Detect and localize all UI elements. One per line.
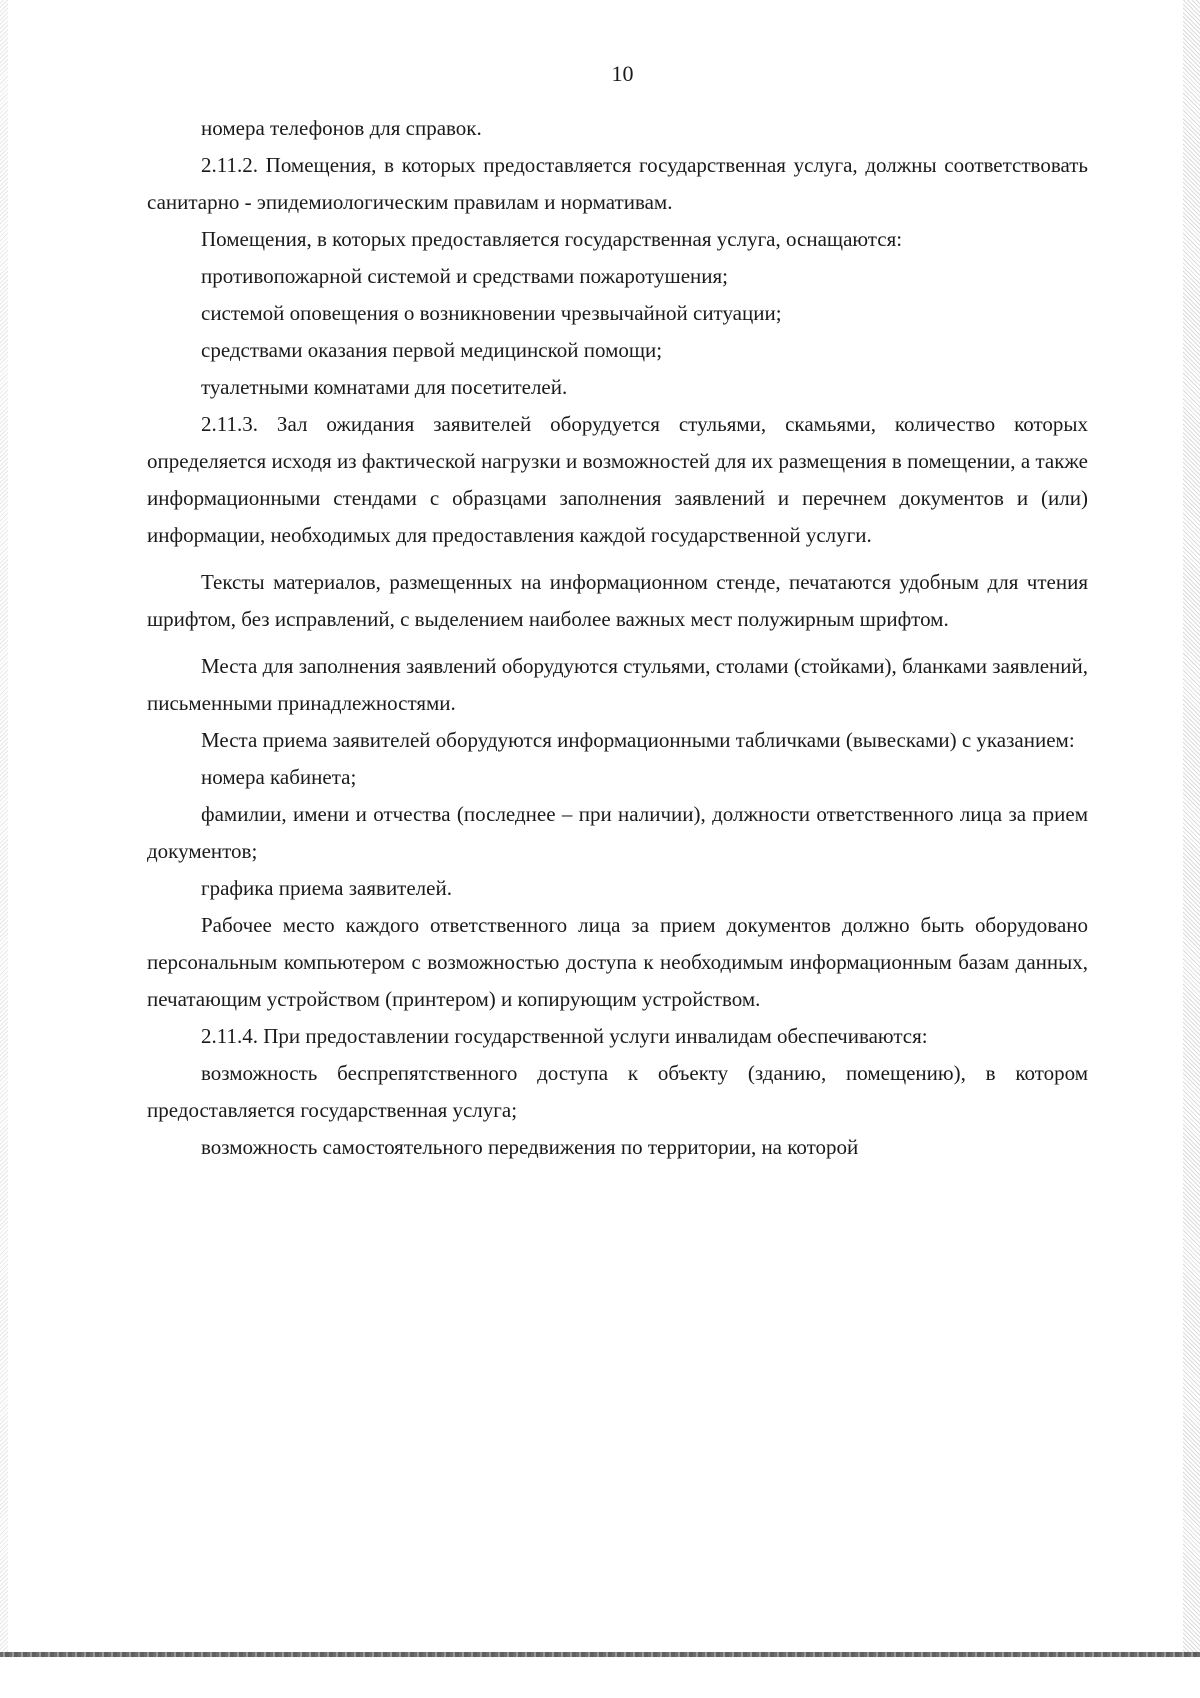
document-body [147,110,1088,1166]
paragraph: противопожарной системой и средствами пожаротушения; [201,264,728,288]
paragraph: фамилии, имени и отчества (последнее – при наличии), должности ответственного лица за прием документов; [147,802,1088,863]
paragraph: 2.11.2. Помещения, в которых предоставляется государственная услуга, должны соответствовать санитарно - эпидемиологическим правилам и нормативам. [147,153,1088,214]
paragraph: номера кабинета; [201,765,357,789]
paragraph: графика приема заявителей. [201,876,452,900]
paragraph: средствами оказания первой медицинской помощи; [201,338,663,362]
paragraph: Тексты материалов, размещенных на информационном стенде, печатаются удобным для чтения шрифтом, без исправлений, с выделением наиболее важных мест полужирным шрифтом. [147,570,1088,631]
page-number: 10 [611,61,634,86]
paragraph: Помещения, в которых предоставляется государственная услуга, оснащаются: [201,227,903,251]
scan-bottom-edge [0,1652,1200,1657]
scan-left-edge [0,0,8,1655]
paragraph: туалетными комнатами для посетителей. [201,375,568,399]
paragraph: системой оповещения о возникновении чрезвычайной ситуации; [201,301,782,325]
paragraph: Места приема заявителей оборудуются информационными табличками (вывесками) с указанием: [201,728,1075,752]
scan-right-edge [1183,0,1200,1655]
paragraph: 2.11.3. Зал ожидания заявителей оборудуется стульями, скамьями, количество которых определяется исходя из фактической нагрузки и возможностей для их размещения в помещении, а также информационными стендами с образцами заполнения заявлений и перечнем документов и (или) информации, необходимых для предоставления каждой государственной услуги. [147,412,1088,547]
paragraph: Места для заполнения заявлений оборудуются стульями, столами (стойками), бланками заявлений, письменными принадлежностями. [147,654,1088,715]
paragraph: возможность самостоятельного передвижения по территории, на которой [201,1135,859,1159]
paragraph: возможность беспрепятственного доступа к объекту (зданию, помещению), в котором предоставляется государственная услуга; [147,1061,1088,1122]
paragraph: Рабочее место каждого ответственного лица за прием документов должно быть оборудовано персональным компьютером с возможностью доступа к необходимым информационным базам данных, печатающим устройством (принтером) и копирующим устройством. [147,913,1088,1011]
paragraph: номера телефонов для справок. [201,116,482,140]
paragraph: 2.11.4. При предоставлении государственной услуги инвалидам обеспечиваются: [201,1024,928,1048]
